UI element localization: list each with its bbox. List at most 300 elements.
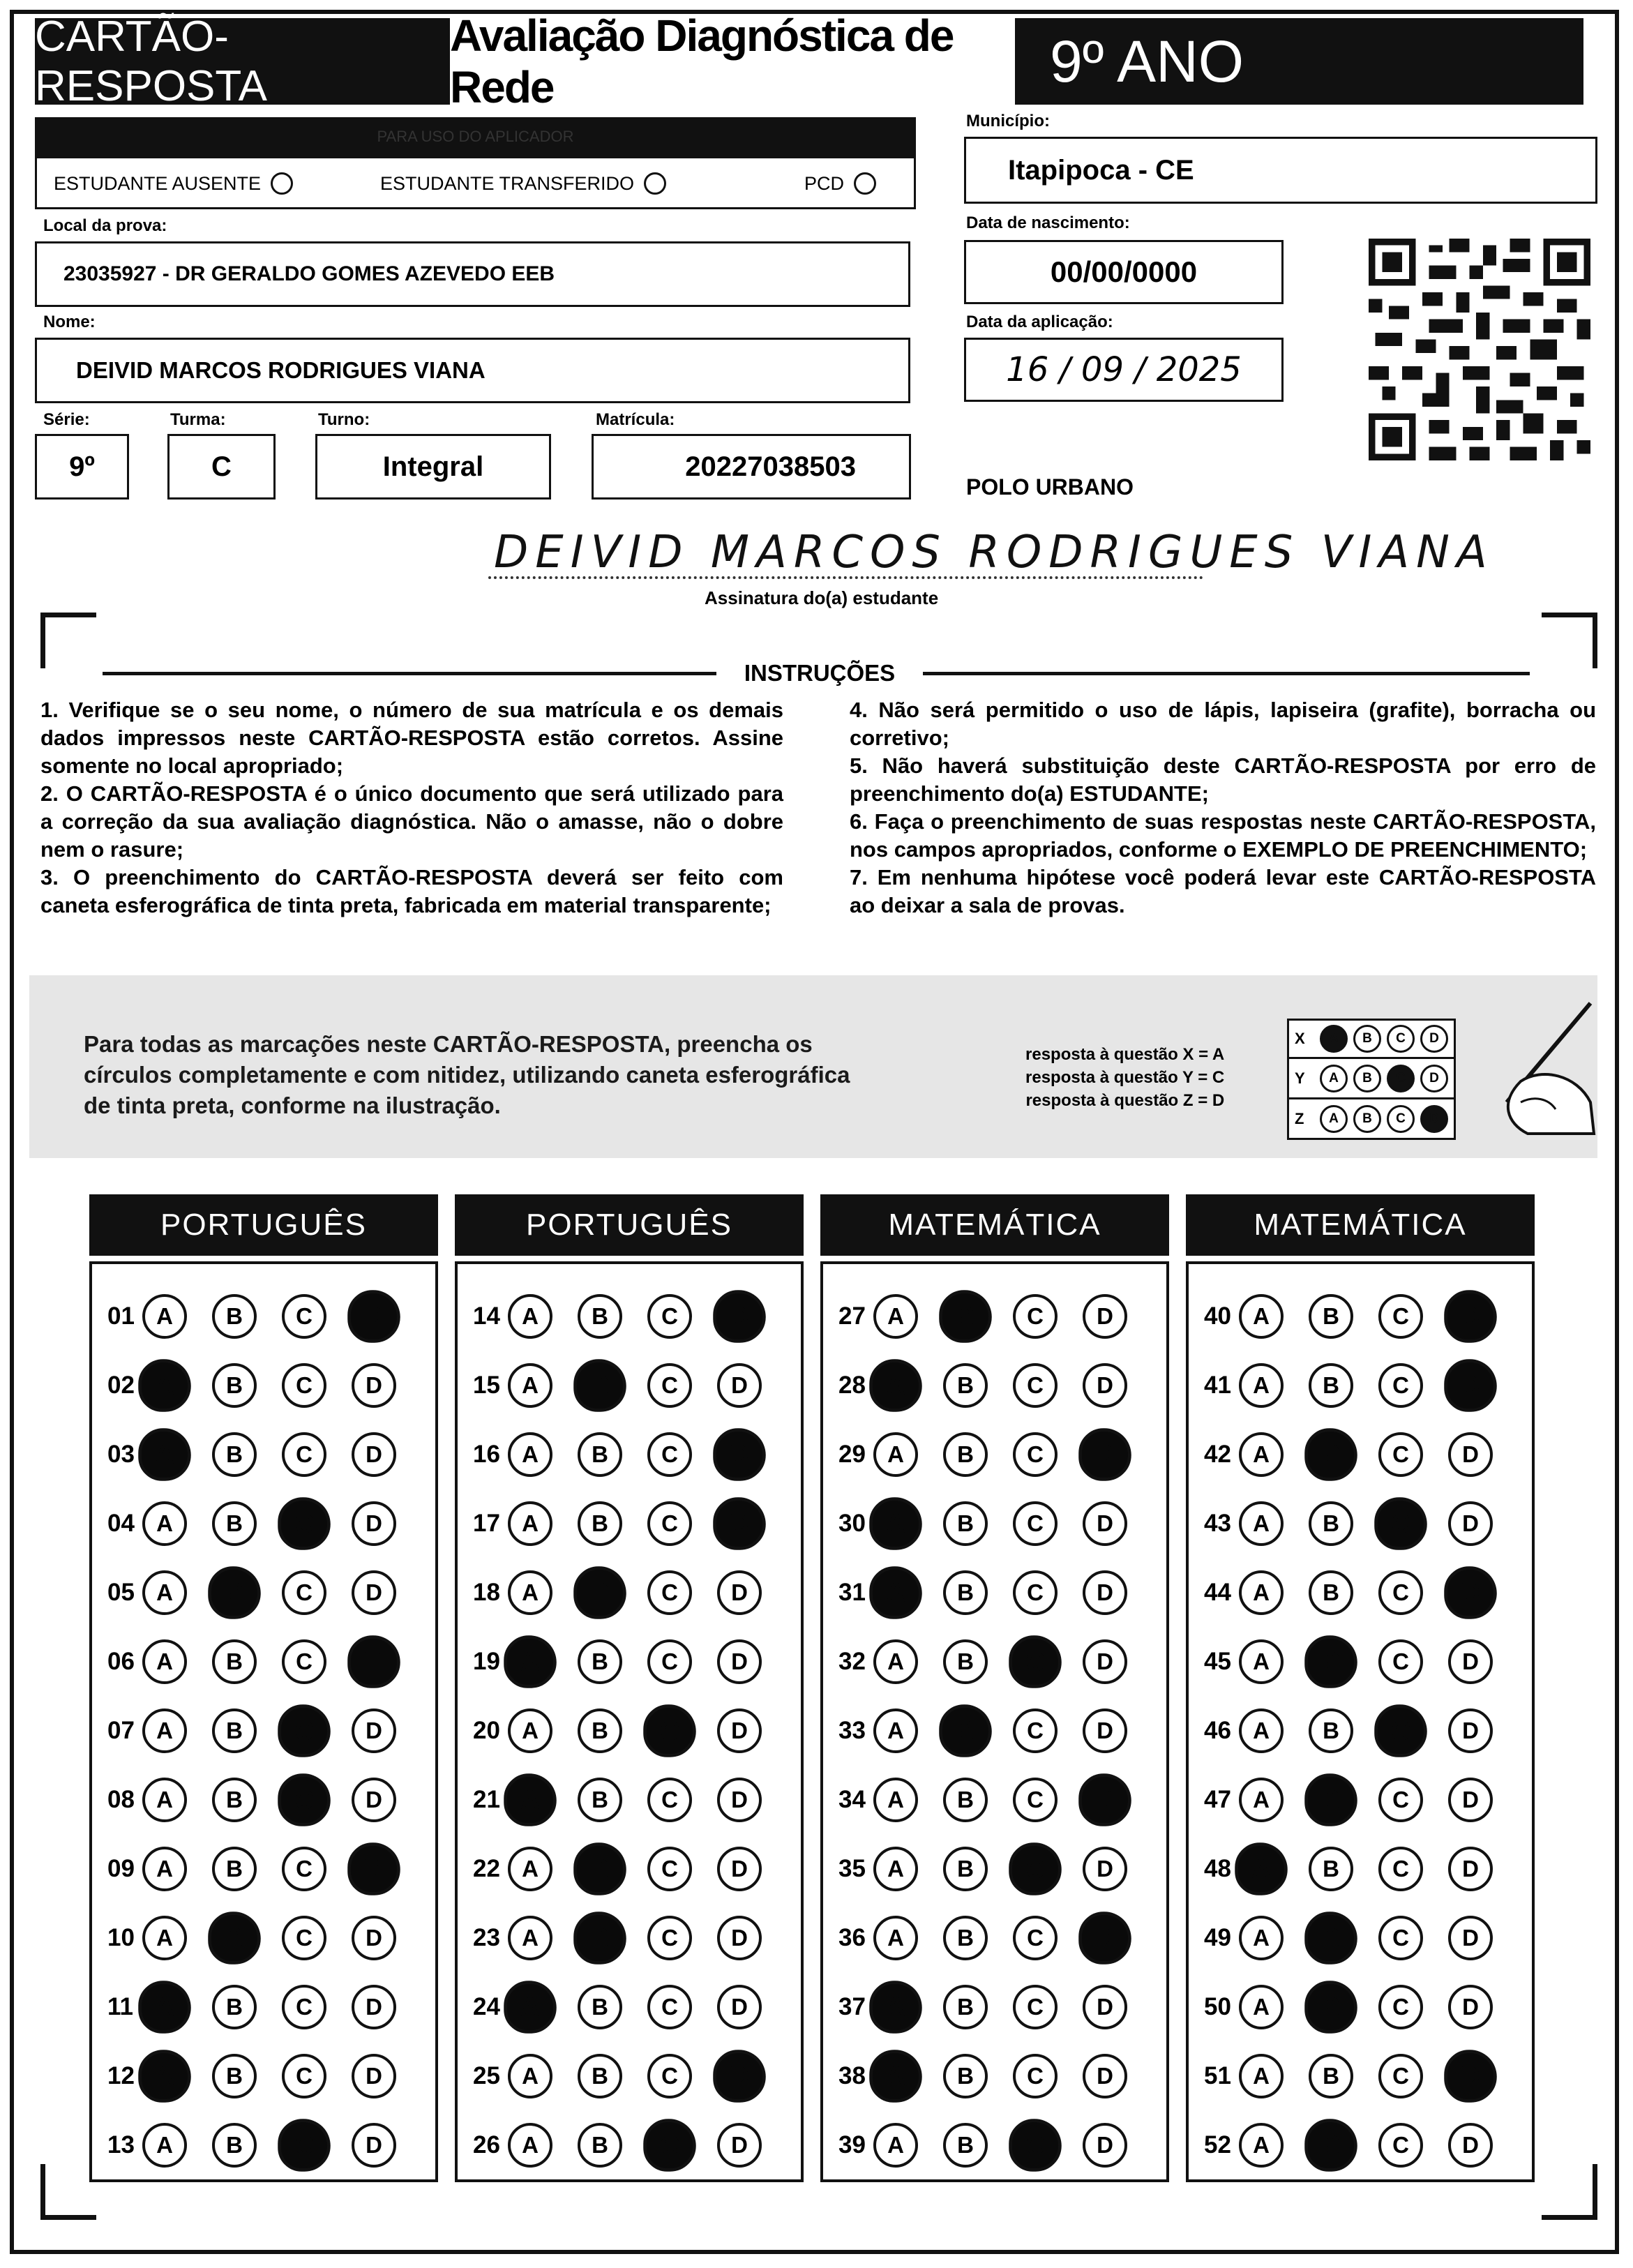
question-number: 24 (473, 1993, 500, 2020)
answer-bubble[interactable]: A (142, 1570, 187, 1615)
instructions-left-column (40, 696, 783, 919)
answer-bubble[interactable]: A (1239, 1294, 1284, 1339)
answer-bubble[interactable]: D (713, 1428, 766, 1481)
example-bubble: C (1387, 1105, 1415, 1133)
section-header: MATEMÁTICA (820, 1194, 1169, 1256)
answer-bubble[interactable]: D (1448, 1639, 1493, 1684)
question-row (1204, 1561, 1518, 1624)
question-number: 22 (473, 1855, 500, 1882)
example-bubble: B (1353, 1025, 1381, 1053)
answer-bubble[interactable]: B (208, 1566, 261, 1619)
answer-bubble[interactable]: B (212, 1501, 257, 1546)
question-row (107, 1907, 421, 1969)
answer-bubble[interactable]: A (142, 1708, 187, 1753)
answer-bubble[interactable]: D (1448, 1432, 1493, 1477)
answer-bubble[interactable]: C (647, 1570, 692, 1615)
question-number: 37 (838, 1993, 866, 2020)
answer-bubble[interactable]: A (873, 1432, 918, 1477)
signature-line (488, 576, 1203, 579)
question-number: 21 (473, 1786, 500, 1813)
answer-bubble[interactable]: B (578, 1778, 622, 1822)
answer-bubble[interactable]: D (717, 1847, 762, 1891)
answer-bubble[interactable]: C (1378, 1639, 1423, 1684)
answer-bubble[interactable]: B (212, 1639, 257, 1684)
answer-bubble[interactable]: D (1083, 1294, 1127, 1339)
answer-bubble[interactable]: C (1013, 1363, 1058, 1408)
qr-code-icon (1369, 239, 1590, 460)
answer-bubble[interactable]: D (1448, 1708, 1493, 1753)
answer-bubble[interactable]: D (717, 1708, 762, 1753)
answer-bubble[interactable]: C (1009, 1635, 1062, 1688)
answer-bubble[interactable]: C (282, 1847, 326, 1891)
answer-bubble[interactable]: A (1239, 1363, 1284, 1408)
birthdate-value: 00/00/0000 (1050, 255, 1198, 288)
question-number: 12 (107, 2062, 135, 2089)
answer-bubble[interactable]: D (347, 1635, 400, 1688)
answer-bubble[interactable]: D (1083, 1847, 1127, 1891)
answer-bubble[interactable]: C (1374, 1704, 1427, 1757)
example-bubble: B (1353, 1105, 1381, 1133)
answer-bubble[interactable]: D (1444, 1359, 1497, 1412)
answer-bubble[interactable]: C (1374, 1497, 1427, 1550)
question-row (1204, 2114, 1518, 2177)
question-number: 15 (473, 1372, 500, 1399)
answer-bubble[interactable]: B (578, 1708, 622, 1753)
answer-bubble[interactable]: B (943, 1916, 988, 1960)
section-header: PORTUGUÊS (455, 1194, 804, 1256)
answer-bubble[interactable]: B (943, 1639, 988, 1684)
answer-bubble[interactable]: A (508, 1363, 552, 1408)
name-label: Nome: (43, 313, 96, 331)
answer-bubble[interactable]: D (1083, 1985, 1127, 2029)
question-row (473, 1630, 787, 1693)
answer-bubble[interactable]: B (208, 1912, 261, 1965)
turma-label: Turma: (170, 410, 226, 429)
answer-bubble[interactable]: C (278, 2119, 331, 2172)
answer-bubble[interactable]: D (352, 1432, 396, 1477)
answer-bubble[interactable]: C (1013, 1708, 1058, 1753)
answer-bubble[interactable]: B (578, 1294, 622, 1339)
answer-bubble[interactable]: B (212, 1778, 257, 1822)
answer-bubble[interactable]: D (1083, 1501, 1127, 1546)
answer-bubble[interactable]: D (1078, 1773, 1131, 1826)
question-number: 10 (107, 1924, 135, 1951)
answer-bubble[interactable]: D (1448, 1985, 1493, 2029)
answer-bubble[interactable]: B (578, 1985, 622, 2029)
question-row (473, 1561, 787, 1624)
answer-bubble[interactable]: B (1304, 1428, 1357, 1481)
answer-bubble[interactable]: A (1239, 1708, 1284, 1753)
answer-bubble[interactable]: A (138, 1428, 191, 1481)
answer-bubble[interactable]: D (1448, 1847, 1493, 1891)
question-number: 01 (107, 1302, 135, 1330)
answer-bubble[interactable]: A (508, 1432, 552, 1477)
example-bubble: A (1320, 1065, 1348, 1092)
question-number: 09 (107, 1855, 135, 1882)
pcd-option[interactable] (804, 172, 876, 195)
answer-bubble[interactable]: A (508, 1916, 552, 1960)
answer-bubble[interactable]: B (212, 1847, 257, 1891)
answer-bubble[interactable]: D (717, 2123, 762, 2168)
answer-bubble[interactable]: A (138, 1981, 191, 2034)
answer-bubble[interactable]: C (1013, 1778, 1058, 1822)
answer-bubble[interactable]: D (352, 1985, 396, 2029)
answer-bubble[interactable]: D (713, 2050, 766, 2103)
answer-bubble[interactable]: D (717, 1916, 762, 1960)
answer-bubble[interactable]: D (352, 2123, 396, 2168)
answer-bubble[interactable]: D (717, 1985, 762, 2029)
question-number: 05 (107, 1579, 135, 1606)
example-bubble: D (1420, 1105, 1448, 1133)
answer-bubble[interactable]: C (1378, 1847, 1423, 1891)
answer-bubble[interactable]: C (647, 1363, 692, 1408)
answer-bubble[interactable]: B (578, 1639, 622, 1684)
answer-bubble[interactable]: A (1239, 1985, 1284, 2029)
answer-bubble[interactable]: C (647, 1432, 692, 1477)
answer-bubble[interactable]: A (142, 1778, 187, 1822)
signature-caption: Assinatura do(a) estudante (705, 587, 939, 608)
answer-bubble[interactable]: B (212, 2123, 257, 2168)
answer-bubble[interactable]: B (212, 1708, 257, 1753)
answer-bubble[interactable]: B (1309, 2054, 1353, 2098)
answer-bubble[interactable]: D (1444, 1566, 1497, 1619)
example-bubble: D (1420, 1065, 1448, 1092)
answer-bubble[interactable]: A (1239, 2054, 1284, 2098)
answer-bubble[interactable]: D (1448, 2123, 1493, 2168)
example-row (1287, 1099, 1456, 1140)
answer-bubble[interactable]: A (142, 1916, 187, 1960)
answer-bubble[interactable]: C (647, 1294, 692, 1339)
answer-bubble[interactable]: A (142, 1294, 187, 1339)
answer-bubble[interactable]: A (1239, 1501, 1284, 1546)
answer-bubble[interactable]: B (939, 1704, 992, 1757)
answer-bubble[interactable]: C (1013, 2054, 1058, 2098)
answer-bubble[interactable]: A (138, 2050, 191, 2103)
answer-bubble[interactable]: B (1309, 1570, 1353, 1615)
pcd-label: PCD (804, 172, 845, 194)
answer-bubble[interactable]: D (1078, 1912, 1131, 1965)
answer-bubble[interactable]: A (138, 1359, 191, 1412)
answer-bubble[interactable]: C (282, 1639, 326, 1684)
answer-bubble[interactable]: A (873, 1294, 918, 1339)
answer-bubble[interactable]: B (1304, 1912, 1357, 1965)
answer-bubble[interactable]: C (1378, 2123, 1423, 2168)
answer-bubble[interactable]: D (352, 1708, 396, 1753)
answer-bubble[interactable]: B (212, 2054, 257, 2098)
answer-bubble[interactable]: D (1083, 1708, 1127, 1753)
answer-bubble[interactable]: A (1239, 1639, 1284, 1684)
answer-bubble[interactable]: D (717, 1363, 762, 1408)
answer-bubble[interactable]: D (1448, 1501, 1493, 1546)
answer-bubble[interactable]: B (573, 1842, 626, 1895)
answer-bubble[interactable]: C (278, 1704, 331, 1757)
municipio-field (964, 137, 1597, 204)
answer-bubble[interactable]: C (647, 1778, 692, 1822)
answer-bubble[interactable]: C (643, 2119, 696, 2172)
question-number: 32 (838, 1648, 866, 1675)
example-row (1287, 1059, 1456, 1099)
answer-bubble[interactable]: C (1378, 1985, 1423, 2029)
answer-bubble[interactable]: C (282, 1916, 326, 1960)
answer-bubble[interactable]: B (943, 2123, 988, 2168)
answer-bubble[interactable]: B (212, 1432, 257, 1477)
question-row (1204, 1423, 1518, 1486)
answer-bubble[interactable]: C (647, 1501, 692, 1546)
applicator-bar (35, 117, 916, 156)
question-row (473, 1907, 787, 1969)
answer-bubble[interactable]: B (578, 1432, 622, 1477)
answer-bubble[interactable]: A (869, 1497, 922, 1550)
answer-bubble[interactable]: D (717, 1778, 762, 1822)
answer-bubble[interactable]: A (873, 1639, 918, 1684)
answer-bubble[interactable]: D (717, 1570, 762, 1615)
example-legend-item: resposta à questão X = A (1025, 1045, 1225, 1064)
question-row (838, 1838, 1152, 1900)
answer-bubble[interactable]: B (1309, 1294, 1353, 1339)
instruction-item: 1. Verifique se o seu nome, o número de sua matrícula e os demais dados impressos neste CARTÃO-RESPOSTA estão corretos. Assine somente no local apropriado; (40, 698, 783, 778)
answer-bubble[interactable]: B (1309, 1363, 1353, 1408)
answer-bubble[interactable]: D (1083, 1639, 1127, 1684)
answer-bubble[interactable]: D (352, 1778, 396, 1822)
answer-bubble[interactable]: A (508, 2054, 552, 2098)
answer-bubble[interactable]: C (1378, 1294, 1423, 1339)
answer-bubble[interactable]: B (1304, 2119, 1357, 2172)
answer-bubble[interactable]: C (1378, 1916, 1423, 1960)
answer-bubble[interactable]: B (1304, 1635, 1357, 1688)
instruction-item: 3. O preenchimento do CARTÃO-RESPOSTA deverá ser feito com caneta esferográfica de tinta preta, fabricada em material transparente; (40, 865, 783, 917)
answer-bubble[interactable]: C (1378, 1778, 1423, 1822)
answer-bubble[interactable]: B (1309, 1501, 1353, 1546)
answer-bubble[interactable]: D (717, 1639, 762, 1684)
answer-bubble[interactable]: D (352, 1363, 396, 1408)
answer-bubble[interactable]: A (142, 1847, 187, 1891)
answer-bubble[interactable]: B (943, 1432, 988, 1477)
answer-bubble[interactable]: C (1013, 1985, 1058, 2029)
answer-bubble[interactable]: A (869, 2050, 922, 2103)
answer-bubble[interactable]: A (504, 1635, 557, 1688)
answer-bubble[interactable]: B (939, 1290, 992, 1343)
answer-bubble[interactable]: D (1448, 1916, 1493, 1960)
application-date-field[interactable] (964, 338, 1284, 402)
question-number: 48 (1204, 1855, 1231, 1882)
answer-bubble[interactable]: D (1083, 2123, 1127, 2168)
answer-bubble[interactable]: B (1304, 1981, 1357, 2034)
answer-bubble[interactable]: D (1083, 2054, 1127, 2098)
answer-bubble[interactable]: C (1013, 1570, 1058, 1615)
absent-option[interactable] (54, 172, 293, 195)
question-number: 41 (1204, 1372, 1231, 1399)
section-answer-grid (1186, 1261, 1535, 2182)
answer-bubble[interactable]: A (869, 1981, 922, 2034)
question-number: 03 (107, 1441, 135, 1468)
transferred-label: ESTUDANTE TRANSFERIDO (380, 172, 635, 194)
answer-bubble[interactable]: A (504, 1981, 557, 2034)
answer-bubble[interactable]: C (282, 1294, 326, 1339)
answer-bubble[interactable]: D (1444, 2050, 1497, 2103)
answer-bubble[interactable]: A (873, 2123, 918, 2168)
question-row (838, 2045, 1152, 2108)
answer-bubble[interactable]: D (347, 1290, 400, 1343)
answer-bubble[interactable]: C (1378, 1570, 1423, 1615)
answer-bubble[interactable]: C (282, 2054, 326, 2098)
answer-bubble[interactable]: B (943, 2054, 988, 2098)
answer-bubble[interactable]: A (508, 1708, 552, 1753)
answer-bubble[interactable]: C (647, 1985, 692, 2029)
question-row (838, 1699, 1152, 1762)
answer-bubble[interactable]: C (647, 1639, 692, 1684)
answer-bubble[interactable]: B (943, 1778, 988, 1822)
answer-bubble[interactable]: B (1304, 1773, 1357, 1826)
answer-bubble[interactable]: A (869, 1566, 922, 1619)
applicator-bar-text: PARA USO DO APLICADOR (377, 128, 574, 145)
instruction-item: 6. Faça o preenchimento de suas respostas neste CARTÃO-RESPOSTA, nos campos apropriados, conforme o EXEMPLO DE PREENCHIMENTO; (850, 809, 1596, 862)
answer-bubble[interactable]: C (1378, 1432, 1423, 1477)
answer-bubble[interactable]: A (873, 1916, 918, 1960)
application-date-value: 16 / 09 / 2025 (1006, 350, 1242, 389)
example-bubble: A (1320, 1105, 1348, 1133)
local-value: 23035927 - DR GERALDO GOMES AZEVEDO EEB (63, 262, 555, 285)
question-row (107, 1423, 421, 1486)
answer-bubble[interactable]: C (282, 1363, 326, 1408)
absent-label: ESTUDANTE AUSENTE (54, 172, 262, 194)
answer-bubble[interactable]: D (1083, 1363, 1127, 1408)
instruction-item: 4. Não será permitido o uso de lápis, lapiseira (grafite), borracha ou corretivo; (850, 698, 1596, 750)
answer-bubble[interactable]: A (1239, 1778, 1284, 1822)
answer-bubble[interactable]: A (142, 2123, 187, 2168)
answer-bubble[interactable]: C (1009, 1842, 1062, 1895)
pcd-radio[interactable] (854, 172, 876, 195)
answer-bubble[interactable]: C (1013, 1432, 1058, 1477)
answer-bubble[interactable]: C (1013, 1501, 1058, 1546)
question-row (107, 1354, 421, 1417)
answer-bubble[interactable]: B (212, 1294, 257, 1339)
answer-bubble[interactable]: A (1235, 1842, 1288, 1895)
transferred-option[interactable] (380, 172, 666, 195)
answer-bubble[interactable]: B (1309, 1847, 1353, 1891)
answer-bubble[interactable]: C (647, 2054, 692, 2098)
example-grid (1287, 1019, 1456, 1140)
question-row (473, 1768, 787, 1831)
answer-bubble[interactable]: C (278, 1497, 331, 1550)
section-answer-grid (89, 1261, 438, 2182)
question-number: 02 (107, 1372, 135, 1399)
answer-bubble[interactable]: B (573, 1359, 626, 1412)
turma-field (167, 434, 276, 500)
question-row (838, 2114, 1152, 2177)
question-row (107, 1699, 421, 1762)
question-number: 47 (1204, 1786, 1231, 1813)
answer-bubble[interactable]: B (578, 2123, 622, 2168)
question-row (1204, 1630, 1518, 1693)
answer-bubble[interactable]: B (573, 1912, 626, 1965)
answer-bubble[interactable]: B (578, 1501, 622, 1546)
section-answer-grid (455, 1261, 804, 2182)
answer-bubble[interactable]: C (647, 1847, 692, 1891)
answer-bubble[interactable]: A (869, 1359, 922, 1412)
answer-bubble[interactable]: D (1078, 1428, 1131, 1481)
answer-bubble[interactable]: B (212, 1363, 257, 1408)
question-row (107, 1838, 421, 1900)
answer-bubble[interactable]: D (1083, 1570, 1127, 1615)
answer-bubble[interactable]: A (142, 1501, 187, 1546)
answer-bubble[interactable]: A (1239, 1432, 1284, 1477)
answer-bubble[interactable]: C (1013, 1294, 1058, 1339)
question-number: 38 (838, 2062, 866, 2089)
answer-bubble[interactable]: A (508, 1847, 552, 1891)
answer-bubble[interactable]: D (347, 1842, 400, 1895)
answer-bubble[interactable]: D (352, 1570, 396, 1615)
answer-bubble[interactable]: B (578, 2054, 622, 2098)
answer-bubble[interactable]: D (352, 1501, 396, 1546)
answer-bubble[interactable]: C (1378, 2054, 1423, 2098)
answer-bubble[interactable]: A (873, 1778, 918, 1822)
hand-with-pen-icon (1479, 998, 1597, 1137)
answer-bubble[interactable]: B (943, 1985, 988, 2029)
answer-bubble[interactable]: A (1239, 2123, 1284, 2168)
answer-bubble[interactable]: B (573, 1566, 626, 1619)
answer-bubble[interactable]: A (1239, 1570, 1284, 1615)
example-legend (1025, 1043, 1224, 1112)
answer-bubble[interactable]: A (508, 1501, 552, 1546)
answer-bubble[interactable]: C (282, 1985, 326, 2029)
example-row (1287, 1019, 1456, 1059)
question-number: 23 (473, 1924, 500, 1951)
answer-bubble[interactable]: A (142, 1639, 187, 1684)
question-number: 51 (1204, 2062, 1231, 2089)
answer-bubble[interactable]: C (278, 1773, 331, 1826)
answer-bubble[interactable]: A (873, 1708, 918, 1753)
question-row (838, 1354, 1152, 1417)
answer-bubble[interactable]: C (282, 1432, 326, 1477)
answer-bubble[interactable]: D (352, 2054, 396, 2098)
answer-bubble[interactable]: A (508, 1570, 552, 1615)
question-number: 19 (473, 1648, 500, 1675)
answer-bubble[interactable]: D (1448, 1778, 1493, 1822)
answer-bubble[interactable]: C (643, 1704, 696, 1757)
answer-bubble[interactable]: C (1378, 1363, 1423, 1408)
answer-bubble[interactable]: B (943, 1501, 988, 1546)
answer-bubble[interactable]: B (943, 1363, 988, 1408)
question-row (1204, 1976, 1518, 2038)
answer-bubble[interactable]: B (943, 1570, 988, 1615)
answer-bubble[interactable]: C (1013, 1916, 1058, 1960)
answer-bubble[interactable]: D (352, 1916, 396, 1960)
answer-bubble[interactable]: A (873, 1847, 918, 1891)
answer-bubble[interactable]: A (504, 1773, 557, 1826)
answer-bubble[interactable]: B (212, 1985, 257, 2029)
question-number: 14 (473, 1302, 500, 1330)
answer-bubble[interactable]: C (282, 1570, 326, 1615)
question-row (1204, 1354, 1518, 1417)
answer-bubble[interactable]: A (1239, 1916, 1284, 1960)
answer-bubble[interactable]: B (1309, 1708, 1353, 1753)
turno-field (315, 434, 551, 500)
answer-bubble[interactable]: B (943, 1847, 988, 1891)
answer-bubble[interactable]: C (647, 1916, 692, 1960)
answer-bubble[interactable]: C (1009, 2119, 1062, 2172)
answer-bubble[interactable]: D (1444, 1290, 1497, 1343)
birthdate-field (964, 240, 1284, 304)
transferred-radio[interactable] (644, 172, 666, 195)
answer-bubble[interactable]: A (508, 1294, 552, 1339)
answer-bubble[interactable]: A (508, 2123, 552, 2168)
answer-bubble[interactable]: D (713, 1290, 766, 1343)
grade-title: 9º ANO (1015, 18, 1583, 105)
absent-radio[interactable] (271, 172, 293, 195)
question-row (838, 1285, 1152, 1348)
answer-bubble[interactable]: D (713, 1497, 766, 1550)
question-row (1204, 1492, 1518, 1555)
